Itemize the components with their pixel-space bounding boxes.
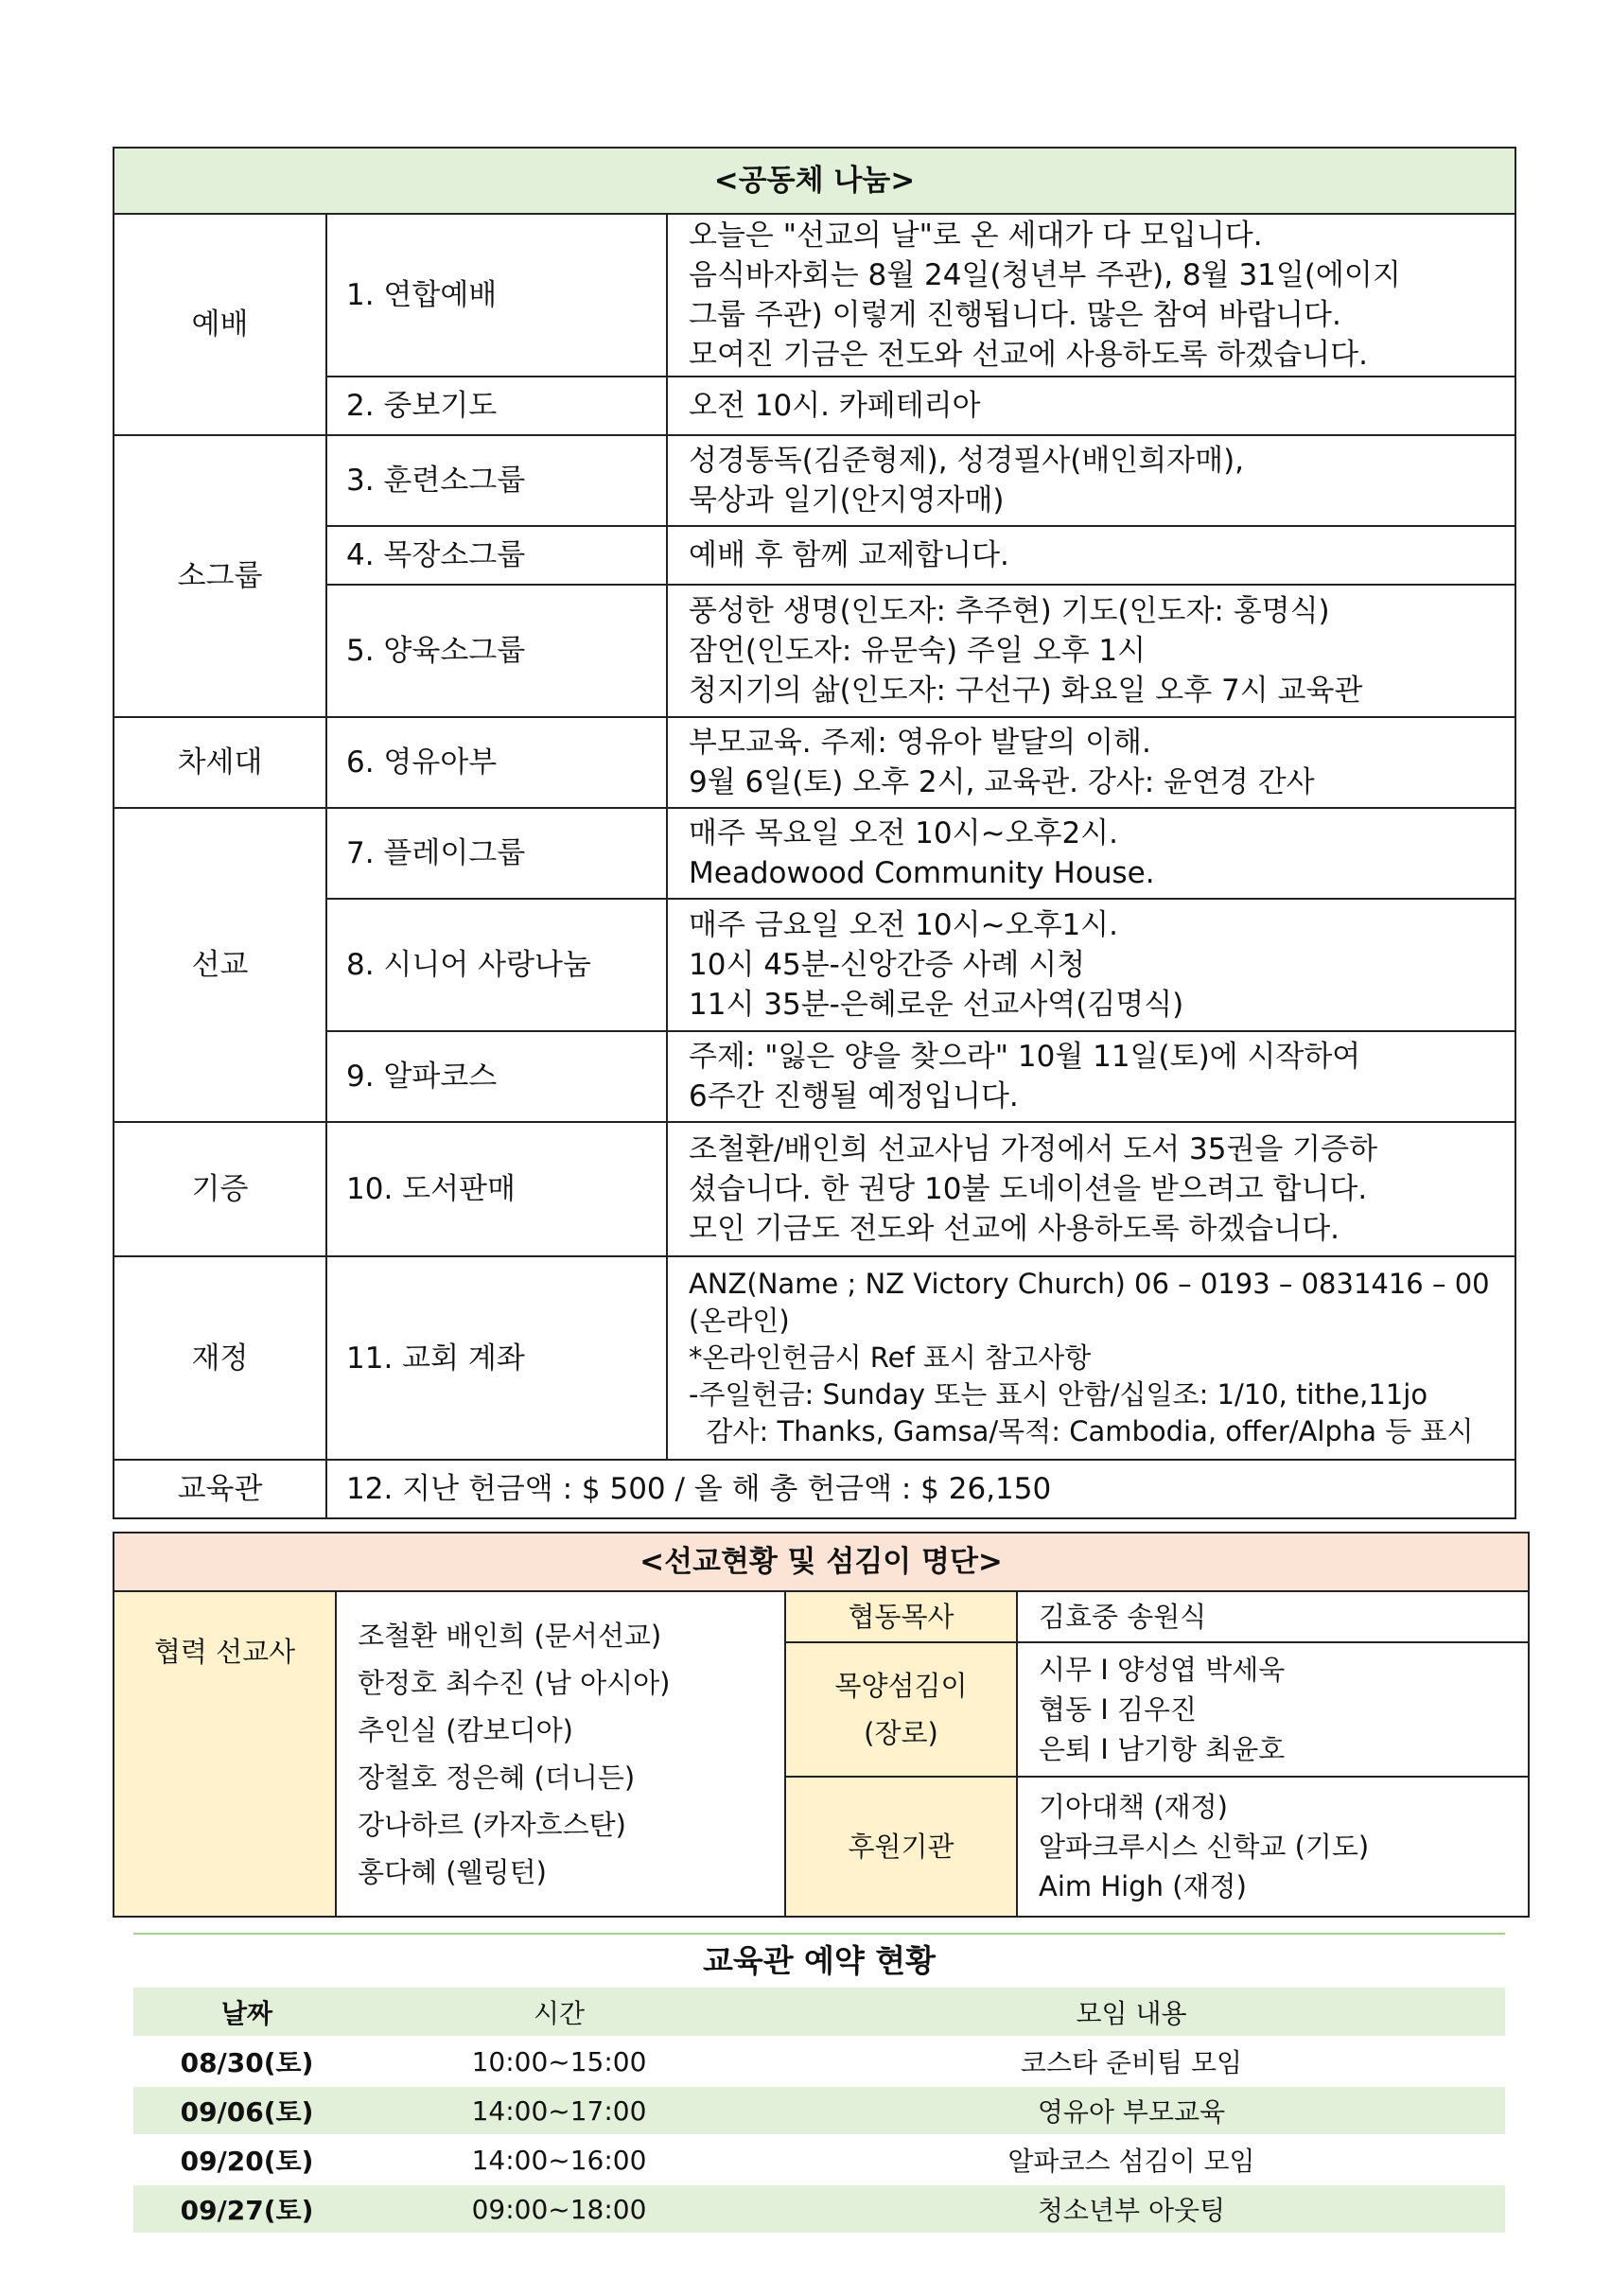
list-item: Aim High (재정) (1039, 1870, 1247, 1902)
offering-summary: 12. 지난 헌금액 : $ 500 / 올 해 총 헌금액 : $ 26,150 (326, 1460, 1515, 1518)
list-item: 추인실 (캄보디아) (358, 1714, 573, 1746)
reservation-content: 코스타 준비팀 모임 (1020, 2047, 1243, 2078)
category-next-gen: 차세대 (114, 717, 326, 808)
item-description: 오전 10시. 카페테리아 (667, 377, 1515, 435)
reservation-table (133, 1988, 1505, 2235)
list-item: 알파크루시스 신학교 (기도) (1039, 1831, 1370, 1863)
reservation-date: 08/30(토) (180, 2047, 314, 2078)
community-table (113, 147, 1516, 1519)
item-description: 성경통독(김준형제), 성경필사(배인희자매), 묵상과 일기(안지영자매) (667, 435, 1515, 526)
list-item: 홍다혜 (웰링턴) (358, 1856, 547, 1888)
category-education-hall: 교육관 (114, 1460, 326, 1518)
item-label: 8. 시니어 사랑나눔 (326, 899, 667, 1031)
item-label: 5. 양육소그룹 (326, 585, 667, 717)
mission-table (113, 1532, 1530, 1918)
item-description: 조철환/배인희 선교사님 가정에서 도서 35권을 기증하 셨습니다. 한 권당 10불 도네이션을 받으려고 합니다. 모인 기금도 전도와 선교에 사용하도록 하겠습니다. (667, 1122, 1515, 1256)
list-item: 협동 I 김우진 (1039, 1693, 1198, 1726)
list-item: 조철환 배인희 (문서선교) (358, 1620, 662, 1652)
missionary-label: 협력 선교사 (114, 1591, 336, 1917)
item-description: 오늘은 "선교의 날"로 온 세대가 다 모입니다. 음식바자회는 8월 24일(청년부 주관), 8월 31일(에이지 그룹 주관) 이렇게 진행됩니다. 많은 참여 바랍니다. 모여진 기금은 전도와 선교에 사용하도록 하겠습니다. (667, 214, 1515, 377)
table-row (133, 2086, 1505, 2135)
reservation-title: 교육관 예약 현황 (133, 1933, 1505, 1988)
reservation-content: 알파코스 섬김이 모임 (1007, 2146, 1255, 2177)
item-label: 2. 중보기도 (326, 377, 667, 435)
reservation-section (133, 1933, 1505, 2235)
column-header: 모임 내용 (758, 1988, 1505, 2037)
list-item: 한정호 최수진 (남 아시아) (358, 1667, 671, 1699)
item-label: 4. 목장소그룹 (326, 526, 667, 585)
reservation-content: 청소년부 아웃팅 (758, 2184, 1505, 2234)
elder-list (1017, 1642, 1529, 1777)
item-label: 11. 교회 계좌 (326, 1256, 667, 1460)
category-finance: 재정 (114, 1256, 326, 1460)
table-row (133, 2037, 1505, 2086)
elder-label: 목양섬김이 (장로) (785, 1642, 1017, 1777)
reservation-time: 09:00~18:00 (360, 2184, 758, 2234)
table-row (133, 2135, 1505, 2184)
reservation-date: 09/27(토) (133, 2184, 360, 2234)
table-row (133, 2184, 1505, 2234)
sponsor-list (1017, 1777, 1529, 1917)
reservation-time: 14:00~16:00 (471, 2144, 647, 2176)
mission-title: <선교현황 및 섬김이 명단> (114, 1533, 1529, 1591)
list-item: 은퇴 I 남기항 최윤호 (1039, 1733, 1286, 1765)
list-item: 시무 I 양성엽 박세욱 (1039, 1654, 1286, 1686)
reservation-date: 09/20(토) (180, 2146, 314, 2177)
list-item: 기아대책 (재정) (1039, 1791, 1228, 1823)
column-header: 시간 (360, 1988, 758, 2037)
list-item: 강나하르 (카자흐스탄) (358, 1809, 626, 1841)
community-title: <공동체 나눔> (114, 148, 1515, 214)
reservation-time: 10:00~15:00 (471, 2045, 647, 2077)
sponsor-label: 후원기관 (785, 1777, 1017, 1917)
table-header-row (133, 1988, 1505, 2037)
item-description: 매주 목요일 오전 10시~오후2시. Meadowood Community House. (667, 808, 1515, 899)
item-label: 1. 연합예배 (326, 214, 667, 377)
item-label: 3. 훈련소그룹 (326, 435, 667, 526)
item-description: 주제: "잃은 양을 찾으라" 10월 11일(토)에 시작하여 6주간 진행될 예정입니다. (667, 1031, 1515, 1122)
reservation-date: 09/06(토) (133, 2086, 360, 2135)
item-label: 6. 영유아부 (326, 717, 667, 808)
item-label: 7. 플레이그룹 (326, 808, 667, 899)
category-mission: 선교 (114, 808, 326, 1122)
reservation-content: 영유아 부모교육 (758, 2086, 1505, 2135)
category-worship: 예배 (114, 214, 326, 435)
item-description: 풍성한 생명(인도자: 추주현) 기도(인도자: 홍명식) 잠언(인도자: 유문숙) 주일 오후 1시 청지기의 삶(인도자: 구선구) 화요일 오후 7시 교육관 (667, 585, 1515, 717)
item-description: 예배 후 함께 교제합니다. (667, 526, 1515, 585)
category-small-group: 소그룹 (114, 435, 326, 717)
item-label: 9. 알파코스 (326, 1031, 667, 1122)
item-description: 부모교육. 주제: 영유아 발달의 이해. 9월 6일(토) 오후 2시, 교육관. 강사: 윤연경 간사 (667, 717, 1515, 808)
category-donation: 기증 (114, 1122, 326, 1256)
list-item: 장철호 정은혜 (더니든) (358, 1761, 636, 1794)
reservation-time: 14:00~17:00 (360, 2086, 758, 2135)
missionary-list (336, 1591, 785, 1917)
item-description: ANZ(Name ; NZ Victory Church) 06 – 0193 – 0831416 – 00 (온라인) *온라인헌금시 Ref 표시 참고사항 -주일헌금: Sunday 또는 표시 안함/십일조: 1/10, tithe,11jo 감사: Thanks, Gamsa/목적: Cambodia, offer/Alpha 등 표시 (667, 1256, 1515, 1460)
assoc-pastor-label: 협동목사 (785, 1591, 1017, 1642)
item-description: 매주 금요일 오전 10시~오후1시. 10시 45분-신앙간증 사례 시청 11시 35분-은혜로운 선교사역(김명식) (667, 899, 1515, 1031)
assoc-pastor-names: 김효중 송원식 (1017, 1591, 1529, 1642)
column-header: 날짜 (133, 1988, 360, 2037)
item-label: 10. 도서판매 (326, 1122, 667, 1256)
